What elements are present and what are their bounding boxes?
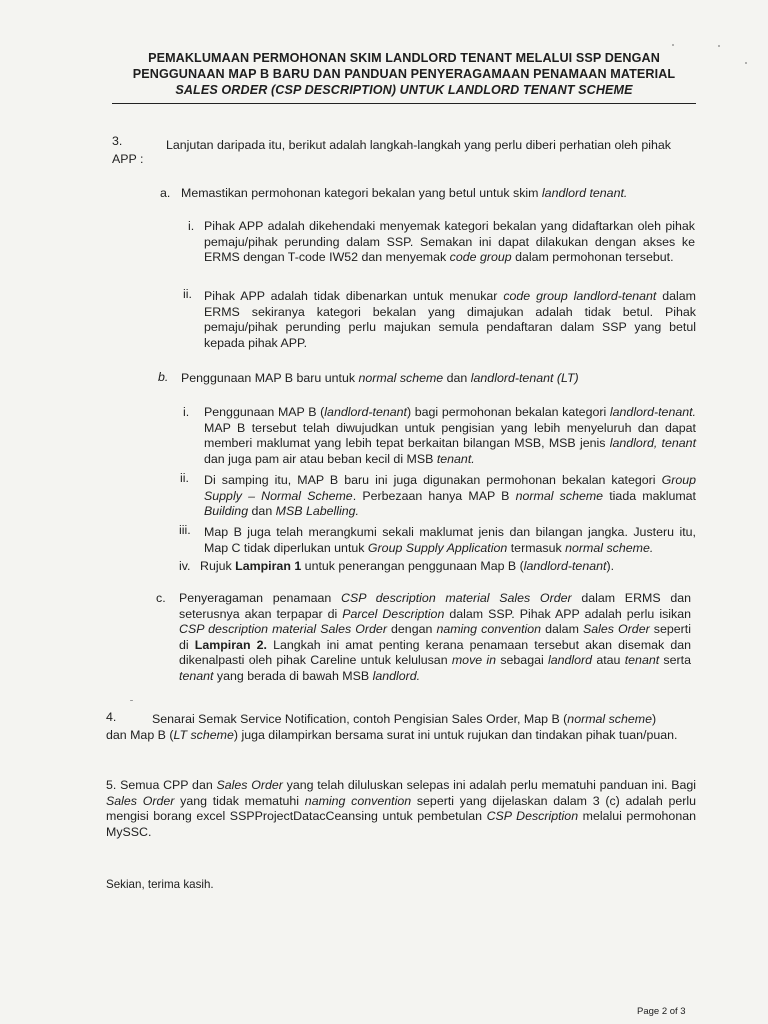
scan-speck	[745, 62, 747, 64]
section-4-number: 4.	[106, 710, 117, 724]
title-line-3: SALES ORDER (CSP DESCRIPTION) UNTUK LANDLORD TENANT SCHEME	[175, 83, 633, 97]
item-a-text: Memastikan permohonan kategori bekalan yang betul untuk skim landlord tenant.	[181, 186, 628, 200]
item-a-i-marker: i.	[188, 219, 195, 233]
item-c-marker: c.	[156, 591, 166, 605]
section-4-text-cont: dan Map B (LT scheme) juga dilampirkan bersama surat ini untuk rujukan dan tindakan pihak tuan/puan.	[106, 728, 678, 742]
item-a-ii-marker: ii.	[183, 287, 192, 301]
item-b-i-text: Penggunaan MAP B (landlord-tenant) bagi permohonan bekalan kategori landlord-tenant. MAP B tersebut telah diwujudkan untuk pengisian yang lebih menyeluruh dan dapat memberi maklumat yang lebih tepat berkaitan bilangan MSB, MSB jenis landlord, tenant dan juga pam air atau beban kecil di MSB tenant.	[204, 405, 697, 466]
section-3-text: Lanjutan daripada itu, berikut adalah langkah-langkah yang perlu diberi perhatian oleh pihak	[166, 138, 671, 152]
item-b-ii-marker: ii.	[180, 471, 189, 485]
item-a-ii-text: Pihak APP adalah tidak dibenarkan untuk menukar code group landlord-tenant dalam ERMS sekiranya kategori bekalan yang dimajukan adalah tidak betul. Pihak pemaju/pihak perunding perlu majukan semula pendaftaran dalam SSP yang betul kepada pihak APP.	[204, 289, 696, 350]
item-b-marker: b.	[158, 370, 169, 384]
item-c-text: Penyeragaman penamaan CSP description material Sales Order dalam ERMS dan seterusnya akan terpapar di Parcel Description dalam SSP. Pihak APP adalah perlu isikan CSP description material Sales Order dengan naming convention dalam Sales Order seperti di Lampiran 2. Langkah ini amat penting kerana penamaan tersebut akan disemak dan dikenalpasti oleh pihak Careline untuk kelulusan move in sebagai landlord atau tenant serta tenant yang berada di bawah MSB landlord.	[179, 591, 692, 683]
item-a-i-text: Pihak APP adalah dikehendaki menyemak kategori bekalan yang didaftarkan oleh pihak pemaju/pihak perunding dalam SSP. Semakan ini dapat dilakukan dengan akses ke ERMS dengan T-code IW52 dan menyemak code group dalam permohonan tersebut.	[204, 219, 695, 265]
section-5-text: 5. Semua CPP dan Sales Order yang telah diluluskan selepas ini adalah perlu mematuhi panduan ini. Bagi Sales Order yang tidak mematuhi naming convention seperti yang dijelaskan dalam 3 (c) adalah perlu mengisi borang excel SSPProjectDatacCeansing untuk pembetulan CSP Description melalui permohonan MySSC.	[106, 778, 696, 839]
item-b-iii-text: Map B juga telah merangkumi sekali maklumat jenis dan bilangan jangka. Justeru itu, Map C tidak diperlukan untuk Group Supply Application termasuk normal scheme.	[204, 525, 696, 555]
title-underline	[112, 103, 696, 104]
item-a-marker: a.	[160, 186, 171, 200]
page-number: Page 2 of 3	[637, 1006, 686, 1017]
section-3-number: 3.	[112, 134, 123, 148]
scan-speck	[672, 44, 674, 46]
item-b-iii-marker: iii.	[179, 523, 191, 537]
document-title	[112, 50, 696, 98]
title-line-2: PENGGUNAAN MAP B BARU DAN PANDUAN PENYERAGAMAAN PENAMAAN MATERIAL	[132, 67, 676, 81]
closing-text: Sekian, terima kasih.	[106, 878, 214, 891]
item-b-iv-marker: iv.	[179, 559, 191, 573]
section-3-text-cont: APP :	[112, 152, 144, 166]
scan-speck	[718, 45, 720, 47]
scan-speck	[130, 700, 133, 701]
item-b-iv-text: Rujuk Lampiran 1 untuk penerangan penggunaan Map B (landlord-tenant).	[200, 559, 615, 573]
title-line-1: PEMAKLUMAAN PERMOHONAN SKIM LANDLORD TENANT MELALUI SSP DENGAN	[148, 51, 660, 65]
item-b-ii-text: Di samping itu, MAP B baru ini juga digunakan permohonan bekalan kategori Group Supply – Normal Scheme. Perbezaan hanya MAP B normal scheme tiada maklumat Building dan MSB Labelling.	[204, 473, 696, 519]
section-4-text-line1: Senarai Semak Service Notification, contoh Pengisian Sales Order, Map B (normal scheme)	[152, 712, 657, 726]
item-b-text: Penggunaan MAP B baru untuk normal scheme dan landlord-tenant (LT)	[181, 371, 579, 385]
item-b-i-marker: i.	[183, 405, 190, 419]
